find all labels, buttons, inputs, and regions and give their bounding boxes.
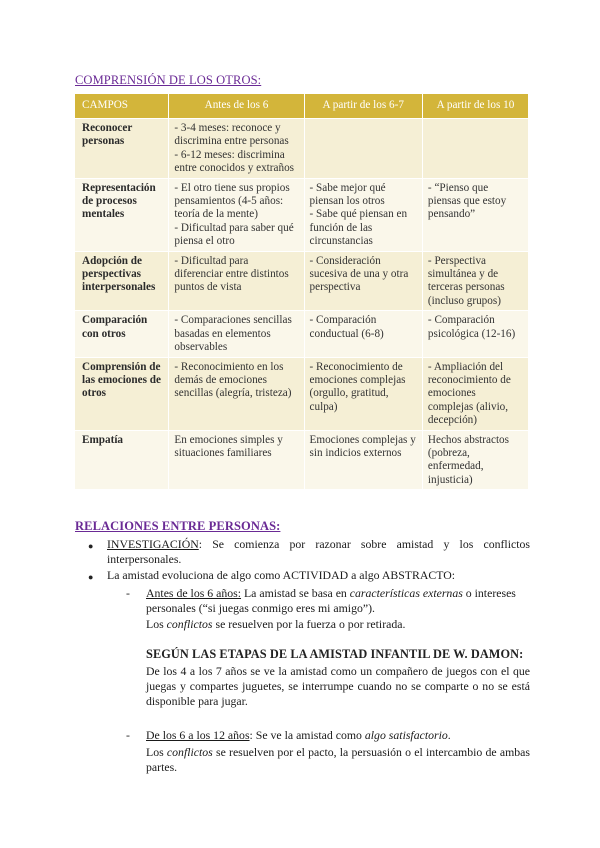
conflictos2-post: se resuelven por el pacto, la persuasión o el intercambio de ambas partes. [146, 745, 530, 774]
item-antes-6-text-a: La amistad se basa en [241, 586, 350, 600]
table-cell-campo: Reconocer personas [75, 119, 169, 179]
bullet-investigacion [107, 537, 530, 567]
conflictos-italic: conflictos [166, 617, 213, 631]
dash-marker: - [126, 728, 130, 742]
table-row [75, 251, 529, 311]
table-cell: Emociones complejas y sin indicios externos [304, 430, 422, 490]
bullet-dot: ● [88, 572, 94, 582]
item-6-12-text-a: : Se ve la amistad como [249, 728, 365, 742]
table-cell: - Dificultad para diferenciar entre distintos puntos de vista [169, 251, 304, 311]
conflictos-pre: Los [146, 617, 167, 631]
table-cell: - “Pienso que piensas que estoy pensando” [422, 178, 528, 251]
table-header-campos: CAMPOS [75, 94, 169, 119]
item-6-12-italic: algo satisfactorio [364, 728, 448, 742]
table-cell [422, 119, 528, 179]
table-cell: - Comparación psicológica (12-16) [422, 311, 528, 357]
table-cell: - 3-4 meses: reconoce y discrimina entre personas - 6-12 meses: discrimina entre conocidos y extraños [169, 119, 304, 179]
table-cell-campo: Representación de procesos mentales [75, 178, 169, 251]
table-header-antes-6: Antes de los 6 [169, 94, 304, 119]
item-6-12-text-b: . [447, 728, 451, 742]
table-cell: - Reconocimiento de emociones complejas (orgullo, gratitud, culpa) [304, 357, 422, 430]
table-cell: - Ampliación del reconocimiento de emociones complejas (alivio, decepción) [422, 357, 528, 430]
conflictos2-pre: Los [146, 745, 167, 759]
conflictos2-italic: conflictos [166, 745, 213, 759]
damon-text: De los 4 a los 7 años se ve la amistad como un compañero de juegos con el que juegas y compartes juguetes, se interrumpe cuando no se comparte o no se está disponible para jugar. [146, 664, 530, 708]
damon-heading: SEGÚN LAS ETAPAS DE LA AMISTAD INFANTIL DE W. DAMON: [146, 647, 524, 661]
development-table [74, 93, 529, 490]
table-cell: - Comparación conductual (6-8) [304, 311, 422, 357]
table-row [75, 357, 529, 430]
table-cell: - El otro tiene sus propios pensamientos (4-5 años: teoría de la mente) - Dificultad para saber qué piensa el otro [169, 178, 304, 251]
table-cell [304, 119, 422, 179]
table-cell-campo: Comprensión de las emociones de otros [75, 357, 169, 430]
item-6-12-conflictos [146, 745, 530, 775]
investigacion-text: : Se comienza por razonar sobre amistad y los conflictos interpersonales. [107, 537, 530, 566]
item-6-12-label: De los 6 a los 12 años [146, 728, 250, 742]
table-cell: - Comparaciones sencillas basadas en elementos observables [169, 311, 304, 357]
item-antes-6-conflictos [146, 617, 530, 632]
table-cell: Hechos abstractos (pobreza, enfermedad, injusticia) [422, 430, 528, 490]
item-6-12 [146, 728, 530, 743]
table-cell: - Sabe mejor qué piensan los otros - Sabe qué piensan en función de las circunstancias [304, 178, 422, 251]
table-row [75, 430, 529, 490]
table-header-10: A partir de los 10 [422, 94, 528, 119]
bullet-amistad: La amistad evoluciona de algo como ACTIVIDAD a algo ABSTRACTO: [107, 568, 456, 582]
table-cell: - Perspectiva simultánea y de terceras personas (incluso grupos) [422, 251, 528, 311]
section-title-comprension: COMPRENSIÓN DE LOS OTROS: [75, 73, 262, 87]
table-cell: En emociones simples y situaciones familiares [169, 430, 304, 490]
bullet-dot: ● [88, 541, 94, 551]
investigacion-label: INVESTIGACIÓN [107, 537, 199, 551]
item-antes-6 [146, 586, 530, 616]
item-antes-6-text-b: o intereses personales (“si juegas conmigo eres mi amigo”). [146, 586, 516, 615]
table-cell: - Reconocimiento en los demás de emociones sencillas (alegría, tristeza) [169, 357, 304, 430]
table-header-row [75, 94, 529, 119]
table-cell: - Consideración sucesiva de una y otra perspectiva [304, 251, 422, 311]
table-row [75, 119, 529, 179]
dash-marker: - [126, 586, 130, 600]
conflictos-post: se resuelven por la fuerza o por retirada. [212, 617, 406, 631]
item-antes-6-label: Antes de los 6 años: [146, 586, 242, 600]
table-body [75, 119, 529, 490]
table-cell-campo: Adopción de perspectivas interpersonales [75, 251, 169, 311]
table-cell-campo: Empatía [75, 430, 169, 490]
table-row [75, 311, 529, 357]
table-header-6-7: A partir de los 6-7 [304, 94, 422, 119]
table-cell-campo: Comparación con otros [75, 311, 169, 357]
item-antes-6-italic: características externas [349, 586, 463, 600]
section-title-relaciones: RELACIONES ENTRE PERSONAS: [75, 519, 281, 533]
table-row [75, 178, 529, 251]
